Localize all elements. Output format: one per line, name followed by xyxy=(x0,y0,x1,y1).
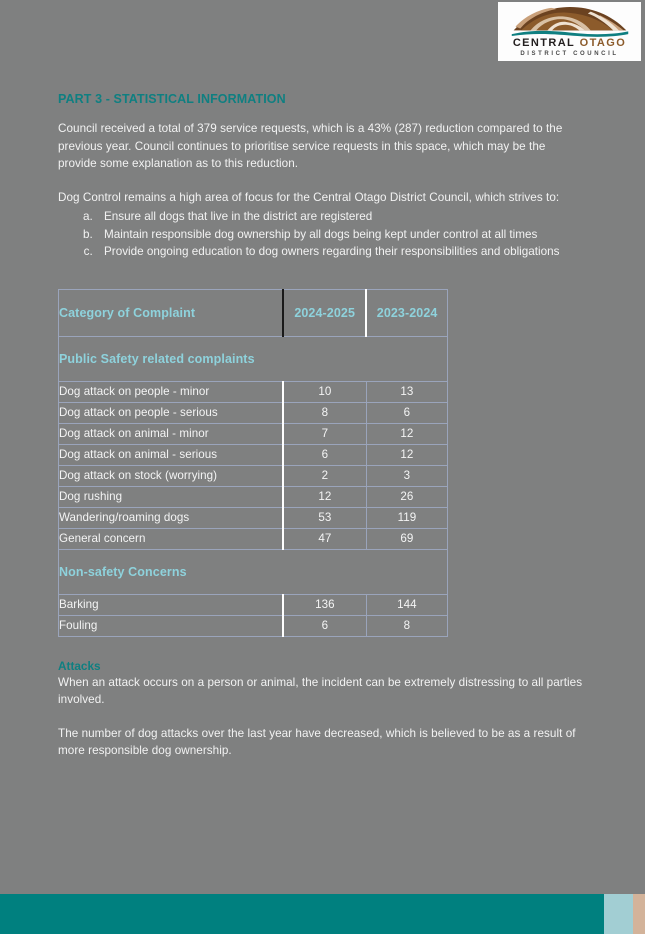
row-value-current: 7 xyxy=(283,423,366,444)
table-group-heading-row xyxy=(59,336,448,381)
row-label: Wandering/roaming dogs xyxy=(59,507,284,528)
row-value-current: 10 xyxy=(283,381,366,402)
table-row xyxy=(59,594,448,615)
row-value-previous: 12 xyxy=(366,423,447,444)
row-label: Dog attack on people - serious xyxy=(59,402,284,423)
row-value-previous: 12 xyxy=(366,444,447,465)
row-value-current: 8 xyxy=(283,402,366,423)
document-content xyxy=(58,92,586,776)
intro-paragraph: Council received a total of 379 service requests, which is a 43% (287) reduction compared to the previous year. Council continues to prioritise service requests in this space, which may be the provide some explanation as to this reduction. xyxy=(58,122,563,170)
row-label: General concern xyxy=(59,528,284,549)
row-value-previous: 69 xyxy=(366,528,447,549)
row-value-previous: 119 xyxy=(366,507,447,528)
table-row xyxy=(59,444,448,465)
row-label: Barking xyxy=(59,594,284,615)
row-value-previous: 13 xyxy=(366,381,447,402)
row-value-previous: 3 xyxy=(366,465,447,486)
logo-word-otago: OTAGO xyxy=(579,37,627,49)
attacks-paragraph-1: When an attack occurs on a person or animal, the incident can be extremely distressing to all parties involved. xyxy=(58,675,583,706)
council-logo xyxy=(498,2,641,61)
category-of-complaint-table xyxy=(58,289,448,637)
footer-band-light xyxy=(604,894,633,934)
attacks-heading: Attacks xyxy=(58,658,101,673)
attacks-paragraph-2: The number of dog attacks over the last year have decreased, which is believed to be as a result of more responsible dog ownership. xyxy=(58,726,576,757)
list-item: c. Provide ongoing education to dog owners regarding their responsibilities and obligations xyxy=(96,243,586,261)
table-row xyxy=(59,528,448,549)
dog-control-paragraph: Dog Control remains a high area of focus for the Central Otago District Council, which strives to: xyxy=(58,190,560,204)
group-heading-non-safety: Non-safety Concerns xyxy=(59,549,448,594)
logo-word-central: CENTRAL xyxy=(512,37,576,49)
header-cell-year-previous: 2023-2024 xyxy=(366,289,447,336)
strives-to-list xyxy=(58,208,586,261)
group-heading-public-safety: Public Safety related complaints xyxy=(59,336,448,381)
table-row xyxy=(59,615,448,636)
list-item: b. Maintain responsible dog ownership by all dogs being kept under control at all times xyxy=(96,226,586,244)
list-item: a. Ensure all dogs that live in the district are registered xyxy=(96,208,586,226)
complaints-table-wrapper xyxy=(58,289,448,637)
row-value-previous: 8 xyxy=(366,615,447,636)
table-row xyxy=(59,381,448,402)
row-value-current: 6 xyxy=(283,444,366,465)
otago-hills-logo-artwork xyxy=(506,6,634,37)
row-value-current: 2 xyxy=(283,465,366,486)
table-row xyxy=(59,402,448,423)
table-group-heading-row xyxy=(59,549,448,594)
table-row xyxy=(59,486,448,507)
row-value-current: 12 xyxy=(283,486,366,507)
header-cell-year-current: 2024-2025 xyxy=(283,289,366,336)
row-value-current: 47 xyxy=(283,528,366,549)
row-label: Fouling xyxy=(59,615,284,636)
row-label: Dog attack on animal - minor xyxy=(59,423,284,444)
row-label: Dog attack on stock (worrying) xyxy=(59,465,284,486)
footer-band-teal xyxy=(0,894,604,934)
row-label: Dog attack on people - minor xyxy=(59,381,284,402)
row-value-current: 53 xyxy=(283,507,366,528)
row-value-previous: 26 xyxy=(366,486,447,507)
row-value-current: 136 xyxy=(283,594,366,615)
attacks-section xyxy=(58,659,586,760)
row-value-previous: 144 xyxy=(366,594,447,615)
page-footer xyxy=(0,894,645,934)
header-cell-category: Category of Complaint xyxy=(59,289,284,336)
table-row xyxy=(59,423,448,444)
row-value-current: 6 xyxy=(283,615,366,636)
row-label: Dog attack on animal - serious xyxy=(59,444,284,465)
table-row xyxy=(59,465,448,486)
page-title: PART 3 - STATISTICAL INFORMATION xyxy=(58,92,286,106)
row-value-previous: 6 xyxy=(366,402,447,423)
logo-word-sub: DISTRICT COUNCIL xyxy=(520,51,619,57)
row-label: Dog rushing xyxy=(59,486,284,507)
table-row xyxy=(59,507,448,528)
footer-band-tan xyxy=(633,894,645,934)
logo-wordmark xyxy=(513,38,626,49)
table-header-row xyxy=(59,289,448,336)
